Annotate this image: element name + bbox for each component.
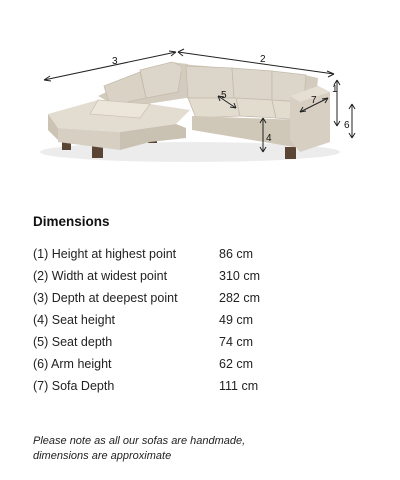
dimension-value: 62 cm	[219, 357, 254, 371]
dimension-label: (6) Arm height	[33, 357, 112, 371]
corner-sofa-illustration	[0, 0, 400, 200]
dimension-label: (5) Seat depth	[33, 335, 113, 349]
callout-3: 3	[112, 56, 118, 67]
callout-7: 7	[311, 95, 317, 106]
callout-2: 2	[260, 54, 266, 65]
dimension-value: 282 cm	[219, 291, 260, 305]
product-image	[0, 0, 400, 200]
sofa-leg	[92, 146, 103, 158]
dimension-label: (3) Depth at deepest point	[33, 291, 178, 305]
dimension-label: (1) Height at highest point	[33, 247, 177, 261]
dimension-label: (2) Width at widest point	[33, 269, 168, 283]
dimension-row	[33, 309, 373, 331]
dimension-row	[33, 331, 373, 353]
dimension-row	[33, 353, 373, 375]
callout-1: 1	[332, 84, 338, 95]
dimension-value: 86 cm	[219, 247, 254, 261]
dimension-row	[33, 243, 373, 265]
dimension-value: 111 cm	[219, 379, 259, 393]
dimension-value: 49 cm	[219, 313, 254, 327]
dimensions-list	[33, 243, 373, 397]
sofa-leg	[285, 147, 296, 159]
note-line: dimensions are approximate	[33, 450, 172, 462]
callout-4: 4	[266, 133, 272, 144]
dimension-label: (7) Sofa Depth	[33, 379, 115, 393]
note-line: Please note as all our sofas are handmade,	[33, 435, 246, 447]
handmade-note	[33, 434, 333, 464]
dimension-row	[33, 265, 373, 287]
dimension-value: 310 cm	[219, 269, 260, 283]
callout-5: 5	[221, 90, 227, 101]
dimension-value: 74 cm	[219, 335, 254, 349]
callout-6: 6	[344, 120, 350, 131]
dimension-row	[33, 375, 373, 397]
dimensions-heading: Dimensions	[33, 214, 110, 229]
dimension-label: (4) Seat height	[33, 313, 115, 327]
dimension-row	[33, 287, 373, 309]
